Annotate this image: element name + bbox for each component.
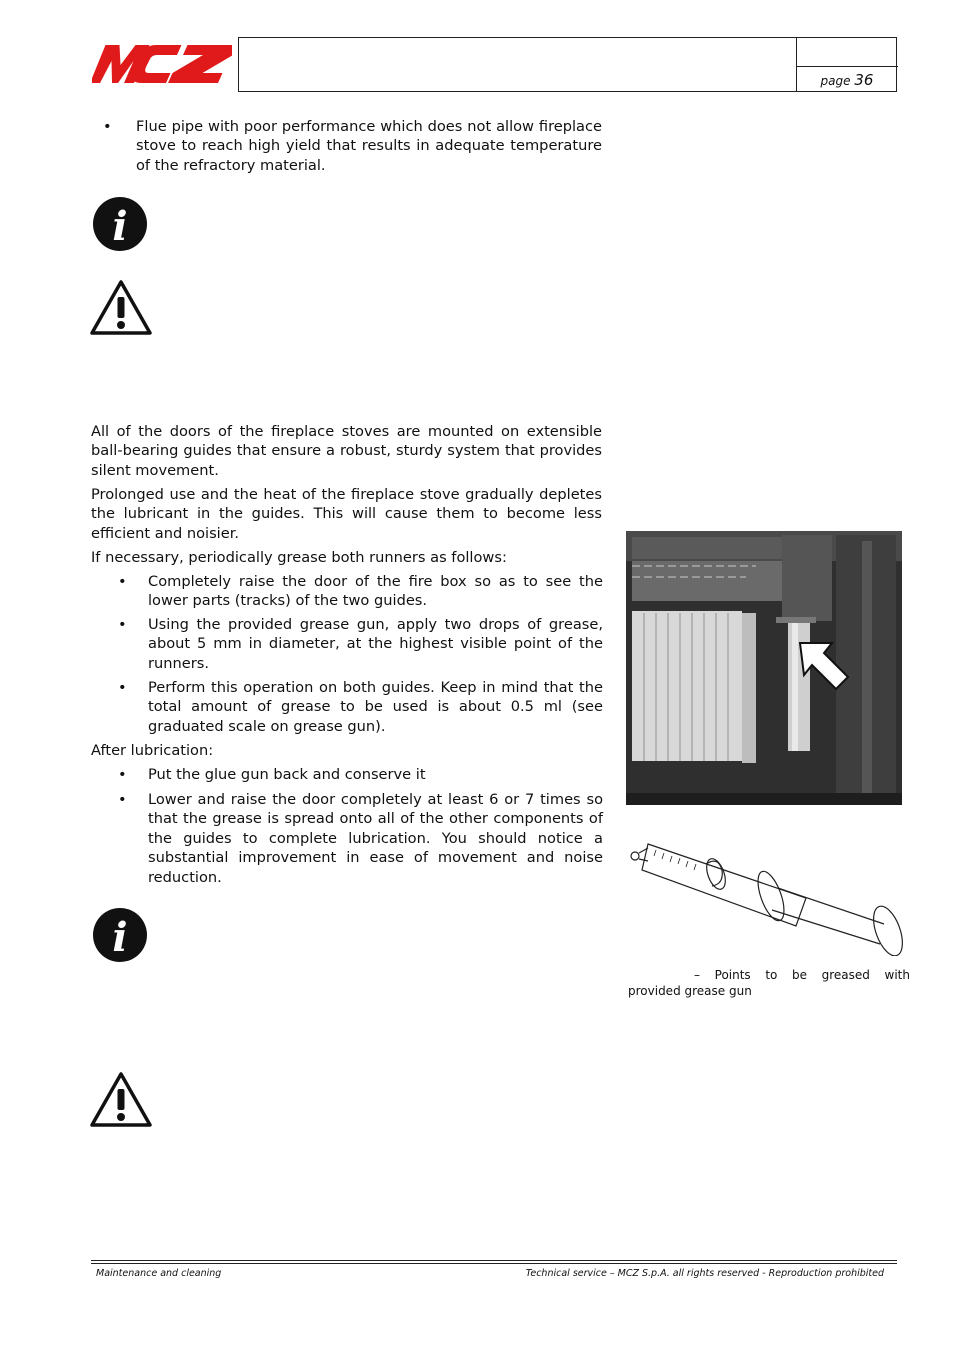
bullet: •	[118, 573, 127, 590]
footer-rule	[91, 1263, 897, 1264]
list-item-text: Perform this operation on both guides. Keep in mind that the total amount of grease to be used is about 0.5 ml (see graduated scale on grease gun).	[148, 679, 603, 735]
header-frame	[238, 37, 897, 92]
list-item-text: Flue pipe with poor performance which does not allow fireplace stove to reach high yield that results in adequate temperature of the refractory material.	[136, 118, 602, 174]
paragraph: If necessary, periodically grease both runners as follows:	[91, 549, 507, 566]
footer-section-title: Maintenance and cleaning	[96, 1268, 222, 1279]
svg-text:i: i	[112, 203, 128, 250]
caption-text: – Points to be greased with provided grease gun	[628, 968, 910, 998]
svg-text:i: i	[112, 914, 128, 961]
warning-icon	[90, 279, 152, 337]
paragraph: All of the doors of the fireplace stoves are mounted on extensible ball-bearing guides that ensure a robust, sturdy system that provides silent movement.	[91, 423, 602, 479]
list-item-text: Lower and raise the door completely at least 6 or 7 times so that the grease is spread onto all of the other components of the guides to complete lubrication. You should notice a substantial improvement in ease of movement and noise reduction.	[148, 791, 603, 886]
list-item-text: Using the provided grease gun, apply two drops of grease, about 5 mm in diameter, at the highest visible point of the runners.	[148, 616, 603, 672]
bullet: •	[118, 616, 127, 633]
guide-runner-photo	[626, 531, 902, 805]
footer-rule	[91, 1260, 897, 1261]
bullet: •	[118, 791, 127, 808]
page-number	[796, 71, 898, 89]
header-rule	[796, 66, 898, 67]
bullet: •	[103, 118, 112, 135]
warning-icon	[90, 1071, 152, 1129]
footer-copyright: Technical service – MCZ S.p.A. all rights reserved - Reproduction prohibited	[525, 1268, 884, 1279]
grease-gun-drawing	[626, 826, 906, 956]
info-icon	[91, 196, 153, 254]
paragraph: Prolonged use and the heat of the fireplace stove gradually depletes the lubricant in the guides. This will cause them to become less efficient and noisier.	[91, 486, 602, 542]
page-number-value: 36	[854, 71, 874, 89]
info-icon	[91, 907, 153, 965]
bullet: •	[118, 766, 127, 783]
paragraph: After lubrication:	[91, 742, 214, 759]
bullet: •	[118, 679, 127, 696]
list-item-text: Put the glue gun back and conserve it	[148, 766, 426, 783]
page-label: page	[820, 74, 851, 88]
list-item-text: Completely raise the door of the fire box so as to see the lower parts (tracks) of the two guides.	[148, 573, 603, 610]
mcz-logo	[92, 43, 232, 85]
figure-caption	[628, 967, 910, 999]
